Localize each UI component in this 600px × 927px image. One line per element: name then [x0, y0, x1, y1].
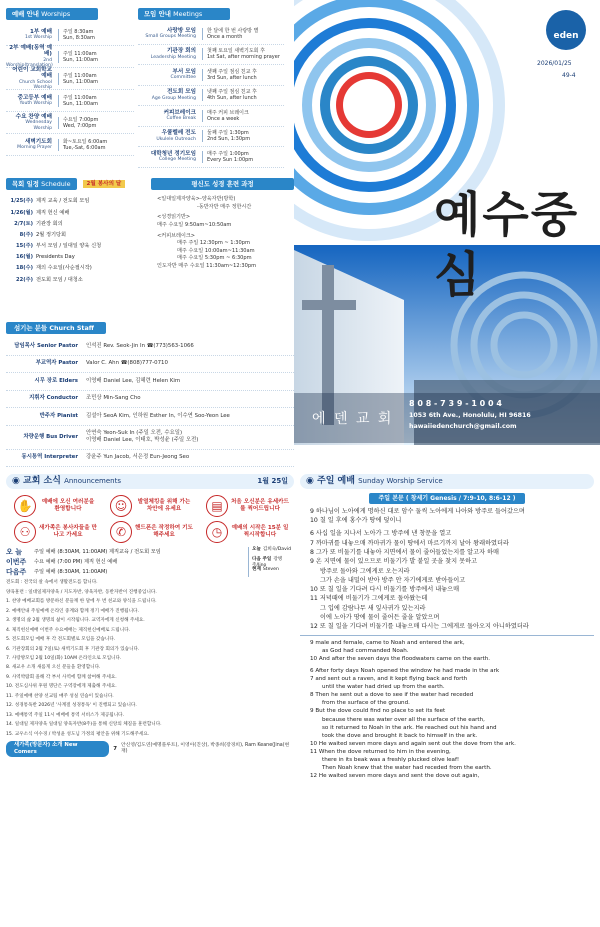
- training-title: 평신도 성경 훈련 과정: [151, 178, 294, 190]
- staff-row: [6, 408, 294, 426]
- staff-names: [86, 378, 180, 385]
- worship-time-ko: 주일 11:00am: [63, 72, 97, 79]
- staff-names: [86, 413, 230, 420]
- worship-name-ko: 새벽기도회: [24, 138, 52, 145]
- worship-name: [6, 67, 58, 90]
- verse-korean: 11 저녁때에 비둘기가 그에게로 돌아왔는데: [310, 595, 428, 603]
- verse-english: until the water had dried up from the earth.: [322, 684, 445, 691]
- meetings-name-en: Committee: [170, 75, 196, 81]
- meetings-time-ko: 매주 주일 1:00pm: [207, 150, 249, 157]
- verse-korean: 9 하나님이 노아에게 명하신 대로 암수 둘씩 노아에게 나아와 방주로 들어갔으며: [310, 507, 525, 515]
- staff-names: [86, 343, 194, 350]
- meetings-name-ko: 사랑방 모임: [167, 27, 196, 34]
- meetings-time-ko: 첫째 토요일 새벽기도회 후: [207, 48, 265, 55]
- meet-icon: ⚇: [14, 521, 36, 543]
- worship-row: [6, 46, 134, 68]
- worship-name: [6, 139, 58, 151]
- duty-side-label: 오늘: [252, 547, 261, 553]
- meetings-time-ko: 넷째 주일 점심 친교 후: [207, 89, 257, 96]
- verse-english: from the surface of the ground.: [322, 700, 410, 707]
- worship-panel: [6, 8, 134, 160]
- verse-english: there in its beak was a freshly plucked olive leaf!: [322, 757, 460, 764]
- duty-side-value: Steven: [262, 567, 279, 573]
- newcomer-names: 안신영/김도연(예명플루트), 이영아(진상), 박종희(장경희), Ram Keane(Jina(현재): [121, 742, 290, 754]
- duty-side-label: 현재: [252, 567, 261, 573]
- meetings-name: [138, 28, 202, 40]
- duty-value: 주일 예배 (8:30AM, 11:00AM) 제직교육 / 전도회 모임: [34, 549, 161, 555]
- bulletin-volume: 49-4: [562, 72, 576, 79]
- verse-korean: 12 또 칠 일을 기다려 비둘기를 내놓으매 다시는 그에게로 돌아오지 아니하였더라: [310, 623, 529, 631]
- verse-english: 11 When the dove returned to him in the evening,: [310, 749, 451, 756]
- training-line: 매주 수요일 10:00am~11:30am: [177, 247, 255, 254]
- staff-role: 담임목사 Senior Pastor: [14, 342, 78, 349]
- worship-name: [6, 29, 58, 41]
- meetings-row: [138, 147, 284, 168]
- announcement-line: 12. 성경통독반 2026년 '사계절 성경통독' 이 진행되고 있습니다.: [6, 703, 137, 709]
- verse-korean: 방주로 돌아와 그에게로 오는지라: [320, 567, 410, 575]
- worship-time-ko: 주일 8:30am: [63, 28, 94, 35]
- meetings-name: [138, 151, 202, 163]
- training-line: -동반자반 매주 정한시간: [197, 203, 252, 210]
- duty-side-label: 다음 주일: [252, 557, 272, 563]
- meetings-name-en: College Meeting: [158, 157, 196, 163]
- announcement-item: [102, 521, 198, 543]
- meetings-row: [138, 106, 284, 127]
- verse-english: Then Noah knew that the water had receded from the earth.: [322, 765, 492, 772]
- meetings-name-ko: 부서 모임: [172, 68, 196, 75]
- meetings-row: [138, 65, 284, 86]
- duty-label: 오 늘: [6, 547, 22, 556]
- meetings-time-ko: 매주 커피 브레이크: [207, 109, 249, 116]
- verse-english: because there was water over all the surface of the earth,: [322, 716, 485, 723]
- duty-label: 다음주: [6, 567, 27, 576]
- worship-name-ko: 2부 예배(동역 예배): [9, 44, 52, 58]
- training-line: <성경읽기반>: [157, 214, 191, 221]
- phone-icon: ✆: [110, 521, 132, 543]
- year-badge: 2026: [348, 96, 382, 110]
- meetings-panel: [138, 8, 284, 163]
- worship-name: [6, 114, 58, 131]
- announcement-line: 1. 찬양 예배교회를 방문하신 분들께 한 달에 두 번 친교와 양식을 드립니다.: [6, 599, 157, 605]
- staff-row: [6, 338, 294, 356]
- announcement-item: [6, 495, 102, 517]
- duty-side-value: 강병주/Jino: [252, 557, 283, 568]
- worship-time-ko: 화~토요일 6:00am: [63, 138, 108, 145]
- staff-name-line: 인석진 Rev. Seok-Jin In ☎(773)563-1066: [86, 342, 194, 349]
- training-box: [151, 178, 294, 271]
- worship-name-en: Church School Worship: [19, 79, 52, 90]
- announcement-line: 5. 전도회모임 예배 후 각 전도회별로 모임을 갖습니다.: [6, 637, 116, 643]
- schedule-row: [6, 230, 146, 241]
- verse-english: 6 After forty days Noah opened the window he had made in the ark: [310, 667, 500, 674]
- announcement-line: 11. 주일예배 찬양 선교팀 매주 성실 연습이 있습니다.: [6, 693, 114, 699]
- schedule-date: 1/26(월): [10, 209, 33, 216]
- verse-english: 7 and sent out a raven, and it kept flying back and forth: [310, 676, 468, 683]
- meetings-row: [138, 24, 284, 45]
- announcement-line: 6. 기관장회의 2월 7일(토) 새벽기도회 후 기관장 회의가 있습니다.: [6, 646, 140, 652]
- announcement-line: 양육훈련 : 일대일제자양육 / 지도자반, 양육자반, 동반자반이 진행중입니다.: [6, 589, 157, 595]
- newcomer-count: 7: [113, 745, 118, 752]
- verse-korean: 그가 손을 내밀어 받아 방주 안 자기에게로 받아들이고: [320, 576, 466, 584]
- training-line: <일대일제자양육>-양육자반(방학): [157, 196, 236, 202]
- announcement-line: 15. 교우소식 이수경 / 박성윤 성도님 가정의 평안을 위해 기도해주세요.: [6, 731, 150, 737]
- schedule-row: [6, 263, 146, 274]
- schedule-row: [6, 241, 146, 252]
- worship-name-en: Morning Prayer: [17, 145, 52, 151]
- duty-side-value: 김희숙/David: [262, 547, 292, 553]
- worship-time: [58, 51, 98, 63]
- verse-english: 8 Then he sent out a dove to see if the water had receded: [310, 692, 474, 699]
- announcement-item: [198, 495, 294, 517]
- schedule-event: 재의 수요일(사순절시작): [36, 265, 92, 272]
- worship-time-en: Sun, 11:00am: [63, 56, 99, 63]
- worship-time-ko: 주일 11:00am: [63, 50, 97, 57]
- staff-name-line: 이영배 Daniel Lee, 이태호, 박성윤 (주일 오전): [86, 437, 199, 443]
- worship-name: [6, 45, 58, 68]
- meetings-time-en: Once a month: [207, 33, 243, 40]
- verse-english: so it returned to Noah in the ark. He reached out his hand and: [322, 724, 497, 731]
- training-line: 매주 수요일 9:50am~10:50am: [157, 221, 232, 228]
- meetings-time: [202, 110, 249, 122]
- newcomer-label: 새가족(방문자) 소개 New Comers: [6, 741, 109, 757]
- duty-row: [6, 547, 248, 557]
- meetings-row: [138, 127, 284, 148]
- verse-korean: 6 사십 일을 지나서 노아가 그 방주에 낸 창문을 열고: [310, 530, 452, 538]
- worship-time-ko: 수요일 7:00pm: [63, 116, 99, 123]
- schedule-note: 2월 봉사의 달: [83, 180, 126, 189]
- verse-english: 10 He waited seven more days and again sent out the dove from the ark.: [310, 740, 516, 747]
- schedule-row: [6, 207, 146, 218]
- staff-name-line: 강윤주 Yun Jacob, 서은정 Eun-Jeong Seo: [86, 454, 190, 461]
- hands-icon: ✋: [14, 495, 36, 517]
- worship-name-ko: 중고등부 예배: [17, 94, 52, 101]
- staff-title: 섬기는 분들 Church Staff: [6, 322, 106, 334]
- staff-role: 지휘자 Conductor: [29, 395, 78, 402]
- worship-name-ko: 수요 찬양 예배: [15, 114, 52, 120]
- church-email[interactable]: hawaiiedenchurch@gmail.com: [409, 423, 517, 430]
- schedule-date: 15(주): [16, 243, 33, 250]
- verse-english: 9 But the dove could find no place to set its feet: [310, 708, 446, 715]
- training-line: 매주 주일 12:30pm ~ 1:30pm: [177, 240, 250, 247]
- meetings-name-en: Small Groups Meeting: [145, 34, 196, 40]
- announcement-line: 4. 제직헌신예배 이번주 수요예배는 제직헌신예배로 드립니다.: [6, 627, 131, 633]
- verse-korean: 9 온 지면에 물이 있으므로 비둘기가 발 붙일 곳을 찾지 못하고: [310, 558, 478, 566]
- meetings-name: [138, 48, 202, 60]
- meetings-time-en: Every Sun 1:00pm: [207, 156, 254, 163]
- announcement-line: 7. 사랑방모임 2월 10일(화) 10AM 온라인으로 모입니다.: [6, 656, 122, 661]
- meetings-time-en: 3rd Sun, after lunch: [207, 74, 257, 81]
- announcement-item-text: 핸드폰은 작정하여 기도해주세요: [135, 525, 193, 539]
- meetings-row: [138, 86, 284, 107]
- worship-time-en: Sun, 8:30am: [63, 34, 95, 41]
- schedule-date: 18(수): [16, 265, 33, 272]
- schedule-event: 기관장 회의: [36, 220, 63, 227]
- announcement-item-text: 예배의 시작은 15분 일찍시작합니다: [231, 525, 289, 539]
- staff-names: [86, 430, 198, 444]
- meetings-time: [202, 69, 257, 81]
- announcement-line: 8. 새교우 소개 새롭게 오신 분들을 환영합니다.: [6, 665, 101, 671]
- church-name: 에 덴 교 회: [312, 411, 394, 427]
- worship-name: [6, 95, 58, 107]
- duty-side-row: [252, 547, 294, 557]
- worship-time-en: Sun, 11:00am: [63, 78, 99, 85]
- schedule-row: [6, 274, 146, 285]
- cover-banner: [294, 0, 600, 445]
- staff-role: 시무 장로 Elders: [34, 377, 78, 384]
- meetings-name-ko: 우쿨렐레 전도: [161, 130, 196, 137]
- verse-korean: 이에 노아가 땅에 물이 줄어든 줄을 알았으며: [320, 614, 440, 622]
- meetings-name-ko: 커피브레이크: [163, 109, 196, 116]
- announcement-item-text: 새가족은 봉사자들을 만나고 가세요: [39, 525, 97, 539]
- schedule-event: 전도회 모임 / 대청소: [36, 276, 83, 283]
- staff-role: 동시통역 Interpreter: [21, 454, 78, 461]
- staff-name-line: 안연숙 Yeon-Suk In (주일 오전, 수요일): [86, 430, 183, 437]
- schedule-date: 1/25(주): [10, 198, 33, 205]
- meetings-time-en: 1st Sat, after morning prayer: [207, 54, 280, 61]
- clock-icon: ◷: [206, 521, 228, 543]
- announcement-item-text: 예배에 오신 여러분을 환영합니다: [41, 499, 95, 513]
- worship-time-en: Tue,-Sat, 6:00am: [63, 144, 106, 151]
- worship-name-en: Youth Worship: [19, 101, 52, 107]
- duty-side-row: [252, 557, 294, 567]
- schedule-event: 제직 교육 / 전도회 모임: [36, 198, 90, 205]
- meetings-time-ko: 둘째 주일 1:30pm: [207, 130, 249, 137]
- staff-names: [86, 454, 189, 461]
- meetings-time: [202, 151, 253, 163]
- worship-time: [58, 95, 98, 107]
- schedule-event: 제직 헌신 예배: [36, 209, 70, 216]
- meetings-time: [202, 48, 280, 60]
- duty-label: 이번주: [6, 557, 27, 566]
- church-address: 1053 6th Ave., Honolulu, HI 96816: [409, 412, 531, 419]
- staff-row: [6, 426, 294, 450]
- schedule-event: Presidents Day: [36, 254, 75, 261]
- worship-time-ko: 주일 11:00am: [63, 94, 97, 101]
- meetings-time-ko: 셋째 주일 점심 친교 후: [207, 68, 257, 75]
- staff-names: [86, 395, 141, 402]
- church-logo: eden: [546, 10, 586, 50]
- staff-name-line: 조민상 Min-Sang Cho: [86, 395, 141, 402]
- meetings-name-en: Ukulele Outreach: [156, 136, 196, 142]
- verse-english: 12 He waited seven more days and sent the dove out again,: [310, 773, 480, 780]
- training-line: 매주 수요일 5:30pm ~ 6:30pm: [177, 255, 252, 262]
- meetings-name-ko: 전도회 모임: [167, 89, 196, 96]
- staff-names: [86, 360, 168, 367]
- worship-time-en: Sun, 11:00am: [63, 100, 99, 107]
- church-phone: 8 0 8 - 7 3 9 - 1 0 0 4: [409, 399, 502, 408]
- meetings-time-ko: 한 달에 한 번 사랑방 별: [207, 27, 259, 34]
- schedule-row: [6, 196, 146, 207]
- card-icon: ▤: [206, 495, 228, 517]
- worship-time-en: Wed, 7:00pm: [63, 122, 97, 129]
- worship-name-ko: 1부 예배: [29, 28, 52, 35]
- group-icon: ☺: [110, 495, 132, 517]
- staff-role: 차량운행 Bus Driver: [23, 433, 78, 440]
- meetings-time: [202, 130, 250, 142]
- meetings-time-en: Once a week: [207, 115, 240, 122]
- meetings-name: [138, 130, 202, 142]
- announcement-line: 2. 예배안내 주일예배 온라인 중계와 함께 정기 예배가 진행됩니다.: [6, 608, 139, 614]
- verse-english: took the dove and brought it back to himself in the ark.: [322, 732, 478, 739]
- training-line: 인도자반 매주 수요일 11:30am~12:30pm: [157, 263, 257, 270]
- verse-english: 9 male and female, came to Noah and entered the ark,: [310, 639, 465, 646]
- worship-name-en: 1st Worship: [24, 35, 52, 41]
- staff-name-line: 김설아 SeoA Kim, 인하원 Esther In, 이수연 Soo-Yeon Lee: [86, 412, 230, 419]
- schedule-date: 22(주): [16, 276, 33, 283]
- staff-name-line: 이영배 Daniel Lee, 김혜련 Helen Kim: [86, 377, 181, 384]
- sunday-worship-title: ◉ 주일 예배 Sunday Worship Service: [300, 474, 594, 489]
- staff-role: 반주자 Pianist: [39, 412, 78, 419]
- meetings-row: [138, 45, 284, 66]
- staff-row: [6, 450, 294, 468]
- worship-time: [58, 117, 98, 129]
- meetings-time: [202, 28, 258, 40]
- schedule-event: 부서 모임 / 일대일 양육 신청: [36, 243, 102, 250]
- staff-row: [6, 391, 294, 409]
- meetings-title: 모임 안내 Meetings: [138, 8, 230, 20]
- announcement-line: 10. 전도심사위 후원 명단은 구역장에게 제출해 주세요.: [6, 684, 117, 690]
- meetings-name-ko: 기관장 회의: [167, 48, 196, 55]
- duty-value: 주일 예배 (8:30AM, 11:00AM): [34, 569, 108, 575]
- meetings-time-en: 4th Sun, after lunch: [207, 95, 257, 102]
- meetings-time: [202, 89, 257, 101]
- meetings-name-en: Coffee Break: [166, 116, 196, 122]
- announcement-line: 9. 사역박람회 올해 각 부서 사역에 함께 참여해 주세요.: [6, 674, 117, 680]
- schedule-row: [6, 252, 146, 263]
- announcement-line: 3. 생명의 삶 2월 생명의 삶이 시작됩니다. 교역자에게 신청해 주세요.: [6, 618, 145, 624]
- duty-row: [6, 557, 248, 567]
- verse-korean: 10 또 칠 일을 기다려 다시 비둘기를 방주에서 내놓으매: [310, 586, 460, 594]
- bulletin-date: 2026/01/25: [537, 60, 572, 67]
- meetings-name-en: Age Group Meeting: [151, 95, 196, 101]
- schedule-title: 목회 일정 Schedule: [6, 178, 77, 190]
- meetings-time-en: 2nd Sun, 1:30pm: [207, 136, 251, 143]
- announcement-item: [198, 521, 294, 543]
- verse-english: 10 And after the seven days the floodwaters came on the earth.: [310, 655, 491, 662]
- schedule-date: 8(주): [19, 231, 33, 238]
- worship-time: [58, 73, 98, 85]
- worship-row: [6, 112, 134, 134]
- announcements-title: ◉ 교회 소식 Announcements: [12, 476, 121, 486]
- verse-english: as God had commanded Noah.: [322, 647, 409, 654]
- verse-korean: 그 입에 감람나무 새 잎사귀가 있는지라: [320, 604, 426, 612]
- worship-time: [58, 139, 107, 151]
- announcements-panel: [6, 474, 294, 924]
- bulletin-title: 예수중심: [434, 187, 580, 303]
- training-line: <커피브레이크>: [157, 232, 196, 239]
- staff-panel: [6, 322, 294, 461]
- announcement-line: 전도회 : 전국의 살 속에서 생활전도를 합니다.: [6, 580, 98, 586]
- verse-korean: 7 까마귀를 내놓으매 까마귀가 물이 땅에서 마르기까지 날아 왕래하였더라: [310, 539, 509, 547]
- worship-row: [6, 134, 134, 156]
- meetings-name: [138, 89, 202, 101]
- announcements-date: 1월 25일: [257, 477, 288, 486]
- schedule-event: 2월 정기당회: [36, 231, 67, 238]
- verse-korean: 10 칠 일 후에 홍수가 땅에 덮이니: [310, 517, 402, 525]
- worship-row: [6, 90, 134, 112]
- duty-value: 수요 예배 (7:00 PM) 제직 헌신 예배: [34, 559, 118, 565]
- worship-row: [6, 68, 134, 90]
- announcement-item-text: 처음 오신분은 유세카드를 찍어드립니다: [231, 499, 289, 513]
- verse-korean: 8 그가 또 비둘기를 내놓아 지면에서 물이 줄어들었는지를 알고자 하매: [310, 548, 499, 556]
- worship-title: 예배 안내 Worships: [6, 8, 98, 20]
- schedule-date: 2/7(토): [14, 220, 33, 227]
- staff-name-line: Valor C. Ahn ☎(808)777-0710: [86, 360, 168, 367]
- staff-role: 부교역자 Pastor: [35, 360, 78, 367]
- announcement-line: 13. 예배통역 주일 11시 예배에 통역 서비스가 제공됩니다.: [6, 712, 125, 718]
- schedule-date: 16(월): [16, 254, 33, 261]
- announcement-item: [6, 521, 102, 543]
- sermon-reference: 주일 본문 ( 창세기 Genesis / 7:9-10, 8:6-12 ): [369, 493, 526, 504]
- worship-name-ko: 어린이 교회학교 예배: [12, 66, 52, 80]
- meetings-name: [138, 110, 202, 122]
- worship-name-en: Wednesday Worship: [25, 120, 52, 131]
- worship-row: [6, 24, 134, 46]
- duty-row: [6, 567, 248, 577]
- meetings-name-en: Leadership Meeting: [150, 54, 196, 60]
- staff-row: [6, 356, 294, 374]
- meetings-name: [138, 69, 202, 81]
- announcement-item: [102, 495, 198, 517]
- announcement-line: 14. 일대일 제자양육 일대일 양육자반(8주)을 통해 신앙의 체질을 훈련합니다.: [6, 722, 162, 728]
- schedule-row: [6, 218, 146, 229]
- worship-name-en: 2nd Worship(translation): [6, 57, 53, 68]
- sunday-worship-panel: [300, 474, 594, 924]
- announcement-item-text: 발열체킹을 위해 가는 차안에 유세요: [137, 499, 191, 513]
- schedule-panel: [6, 178, 294, 322]
- duty-side-row: [252, 567, 294, 577]
- meetings-name-ko: 대학청년 정기모임: [150, 150, 196, 157]
- church-info: [294, 393, 600, 443]
- staff-row: [6, 373, 294, 391]
- worship-time: [58, 29, 95, 41]
